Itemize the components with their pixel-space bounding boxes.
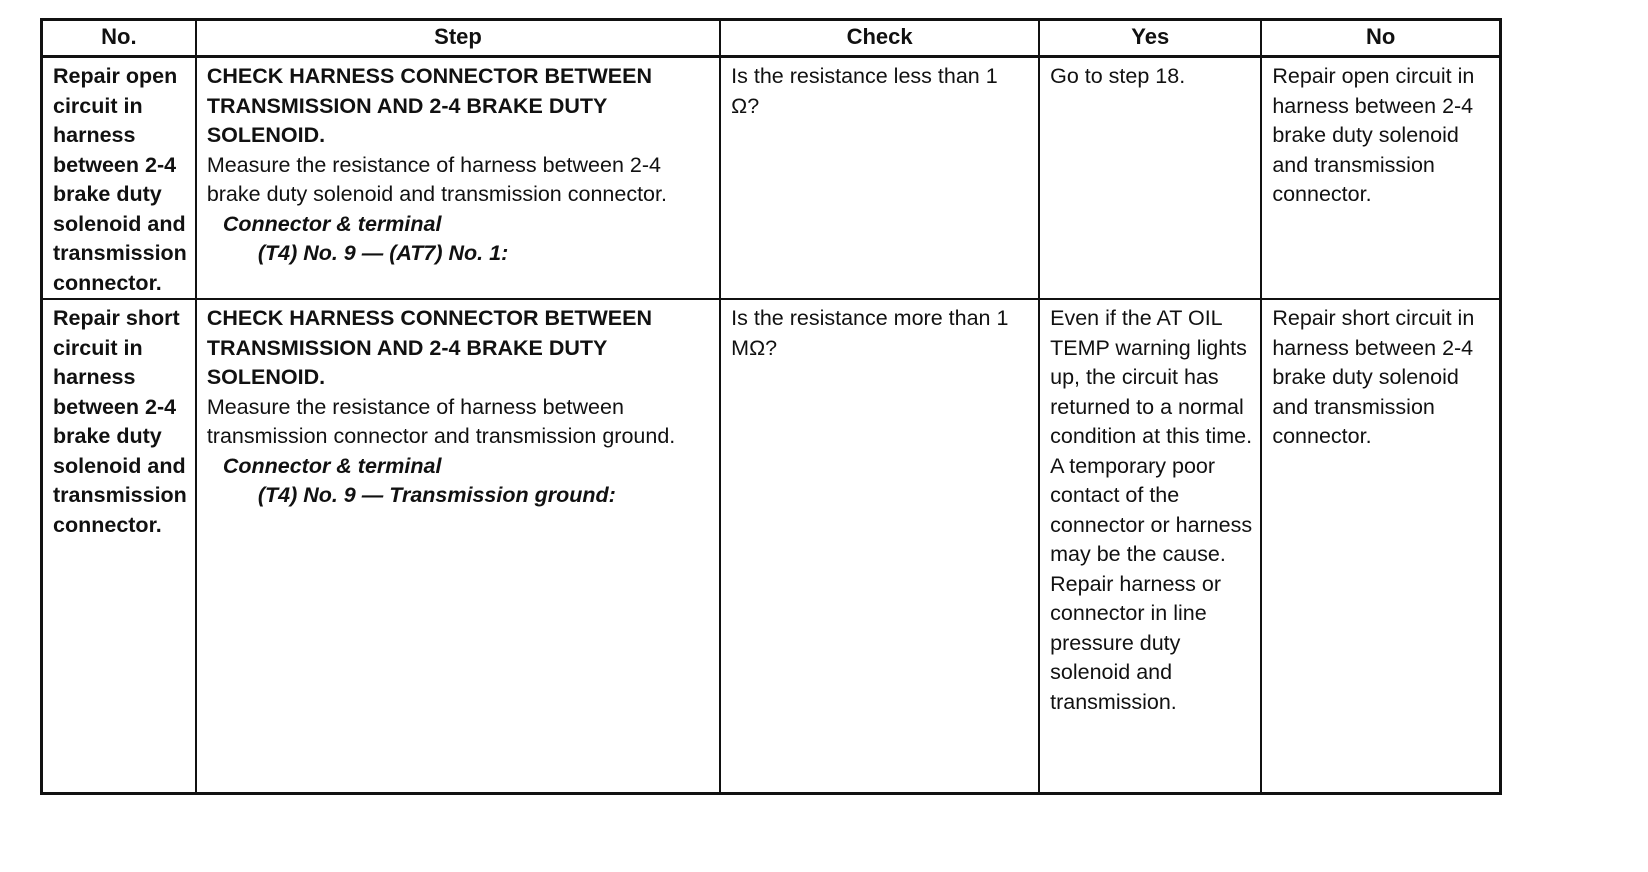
step-text: Measure the resistance of harness between transmission connector and transmission ground. — [206, 394, 676, 448]
no-cell: Repair short circuit in harness between 2-4 brake duty solenoid and transmission connector. — [1261, 299, 1500, 794]
step-text: Measure the resistance of harness between 2-4 brake duty solenoid and transmission connector. — [206, 152, 667, 206]
check-cell: Is the resistance more than 1 MΩ? — [720, 299, 1039, 794]
step-cell — [196, 299, 720, 794]
table-row — [42, 57, 1501, 300]
diagnostic-table — [40, 18, 1502, 795]
step-cell — [196, 57, 720, 300]
table-row — [42, 299, 1501, 794]
header-yes: Yes — [1039, 20, 1261, 57]
header-step: Step — [196, 20, 720, 57]
step-number: Repair short circuit in harness between 2-4 brake duty solenoid and transmission connector. — [42, 299, 196, 794]
header-no-result: No — [1261, 20, 1500, 57]
step-heading: CHECK HARNESS CONNECTOR BETWEEN TRANSMISSION AND 2-4 BRAKE DUTY SOLENOID. — [206, 64, 652, 147]
header-check: Check — [720, 20, 1039, 57]
connector-value: (T4) No. 9 — Transmission ground: — [257, 483, 616, 507]
connector-label: Connector & terminal — [222, 211, 442, 236]
yes-cell: Go to step 18. — [1039, 57, 1261, 300]
step-heading: CHECK HARNESS CONNECTOR BETWEEN TRANSMISSION AND 2-4 BRAKE DUTY SOLENOID. — [206, 306, 652, 389]
step-number: Repair open circuit in harness between 2-4 brake duty solenoid and transmission connector. — [42, 57, 196, 300]
header-row — [42, 20, 1501, 57]
connector-label: Connector & terminal — [222, 453, 442, 478]
check-cell: Is the resistance less than 1 Ω? — [720, 57, 1039, 300]
connector-value: (T4) No. 9 — (AT7) No. 1: — [257, 241, 509, 265]
yes-cell: Even if the AT OIL TEMP warning lights up, the circuit has returned to a normal condition at this time. A temporary poor contact of the connector or harness may be the cause. Repair harness or connector in line pressure duty solenoid and transmission. — [1039, 299, 1261, 794]
header-no: No. — [42, 20, 196, 57]
no-cell: Repair open circuit in harness between 2-4 brake duty solenoid and transmission connector. — [1261, 57, 1500, 300]
